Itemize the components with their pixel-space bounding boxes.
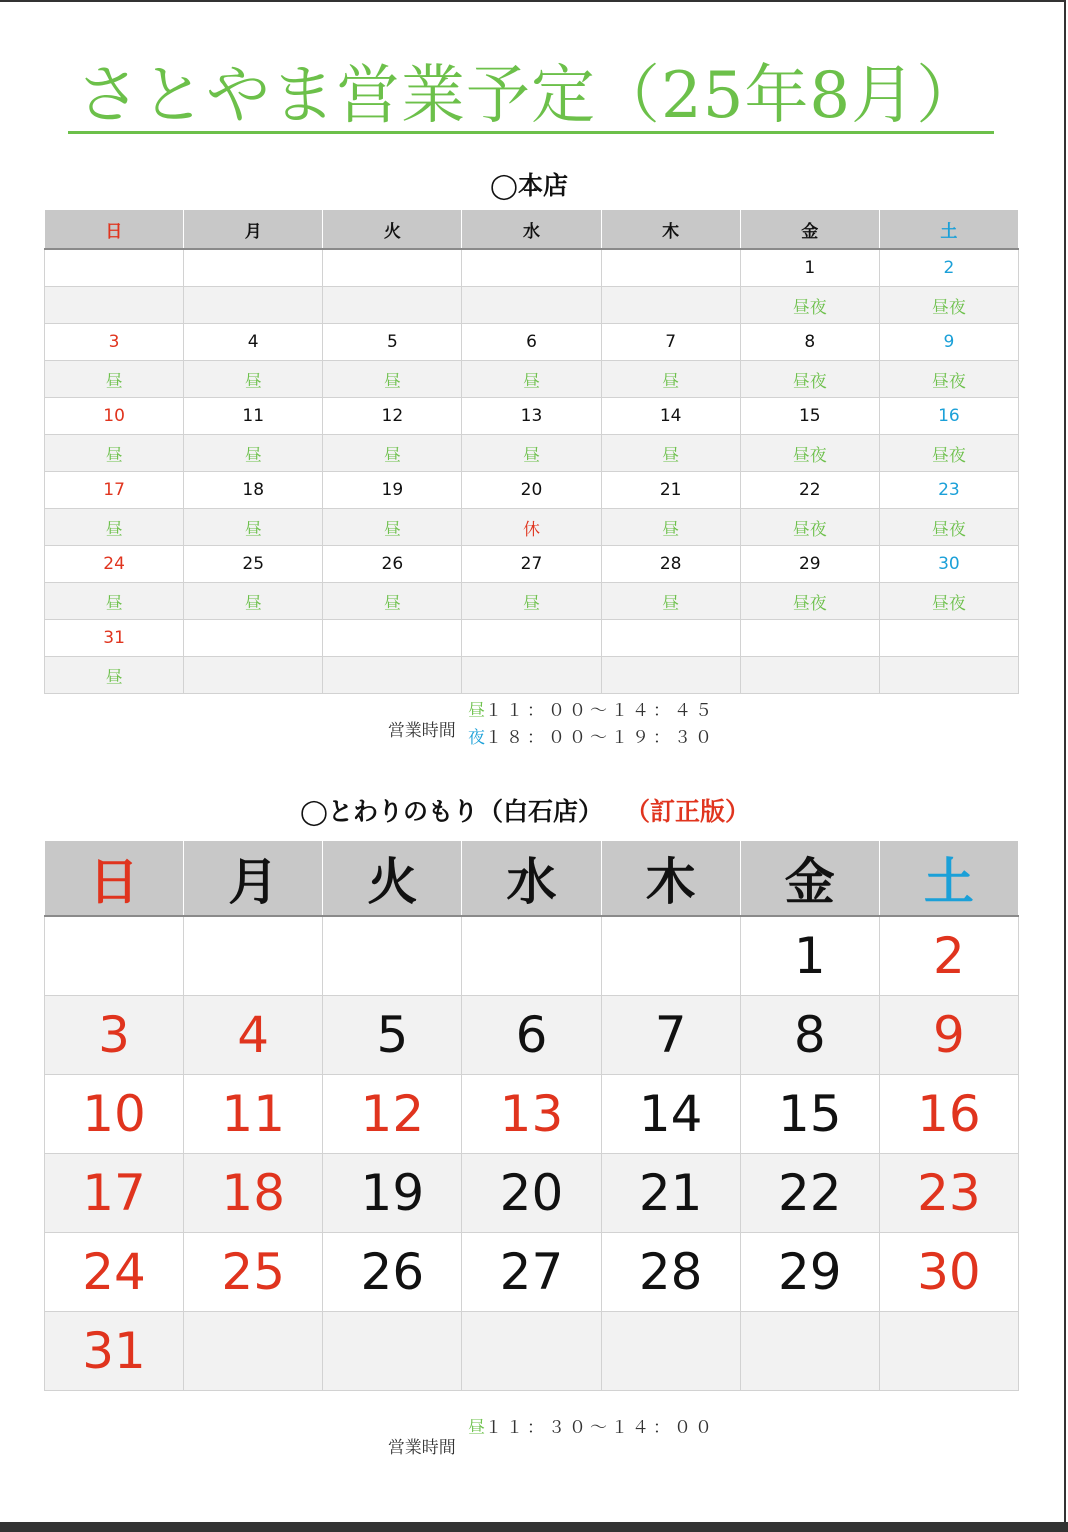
status-cell: 昼 <box>45 435 184 472</box>
date-cell <box>879 620 1018 657</box>
towari-calendar <box>44 841 1019 1391</box>
lunch-time: １１：００～１４：４５ <box>485 701 716 721</box>
date-cell: 25 <box>184 546 323 583</box>
status-row <box>45 435 1019 472</box>
date-cell: 5 <box>323 324 462 361</box>
status-cell: 昼 <box>184 583 323 620</box>
towari-lunch-hours <box>468 1413 716 1438</box>
date-cell <box>462 916 601 996</box>
weekday-header-6: 土 <box>879 841 1018 916</box>
date-cell: 18 <box>184 472 323 509</box>
status-cell: 昼 <box>45 657 184 694</box>
status-cell: 昼 <box>462 583 601 620</box>
status-cell: 昼夜 <box>879 583 1018 620</box>
date-cell: 4 <box>184 996 323 1075</box>
date-cell: 3 <box>45 324 184 361</box>
hours-label: 営業時間 <box>387 1438 456 1458</box>
weekday-header-3: 水 <box>462 841 601 916</box>
date-row <box>45 546 1019 583</box>
date-cell: 21 <box>601 1154 740 1233</box>
weekday-header-row <box>45 841 1019 916</box>
dinner-mark: 夜 <box>468 728 485 748</box>
date-cell: 31 <box>45 1312 184 1391</box>
date-cell: 21 <box>601 472 740 509</box>
date-cell: 13 <box>462 398 601 435</box>
week-row <box>45 1075 1019 1154</box>
date-cell <box>601 1312 740 1391</box>
date-cell <box>462 249 601 287</box>
date-cell: 26 <box>323 1233 462 1312</box>
date-cell <box>184 620 323 657</box>
date-cell: 15 <box>740 1075 879 1154</box>
status-cell <box>740 657 879 694</box>
status-cell: 昼 <box>45 509 184 546</box>
date-cell <box>462 620 601 657</box>
lunch-time: １１：３０～１４：００ <box>485 1418 716 1438</box>
date-cell: 2 <box>879 249 1018 287</box>
hours-label: 営業時間 <box>387 721 456 741</box>
week-row <box>45 996 1019 1075</box>
week-row <box>45 1312 1019 1391</box>
status-cell: 昼夜 <box>879 435 1018 472</box>
honten-lunch-hours <box>468 696 716 721</box>
date-cell <box>323 1312 462 1391</box>
date-cell: 19 <box>323 1154 462 1233</box>
status-row <box>45 361 1019 398</box>
weekday-header-0: 日 <box>45 210 184 249</box>
date-cell: 27 <box>462 546 601 583</box>
status-cell <box>601 657 740 694</box>
week-row <box>45 1154 1019 1233</box>
date-cell: 7 <box>601 324 740 361</box>
status-row <box>45 287 1019 324</box>
date-row <box>45 398 1019 435</box>
date-cell: 6 <box>462 324 601 361</box>
date-cell: 22 <box>740 472 879 509</box>
status-cell: 昼 <box>601 435 740 472</box>
date-cell: 9 <box>879 996 1018 1075</box>
weekday-header-5: 金 <box>740 210 879 249</box>
status-cell <box>184 287 323 324</box>
status-cell: 昼 <box>184 435 323 472</box>
date-cell: 4 <box>184 324 323 361</box>
date-cell: 20 <box>462 472 601 509</box>
dinner-time: １８：００～１９：３０ <box>485 728 716 748</box>
date-cell: 23 <box>879 472 1018 509</box>
towari-heading-text: ◯とわりのもり（白石店） <box>300 797 603 826</box>
date-cell: 1 <box>740 249 879 287</box>
date-cell: 30 <box>879 546 1018 583</box>
status-cell: 昼 <box>45 583 184 620</box>
date-cell: 12 <box>323 398 462 435</box>
status-cell: 昼 <box>323 361 462 398</box>
weekday-header-row <box>45 210 1019 249</box>
honten-calendar <box>44 210 1019 694</box>
status-cell: 昼夜 <box>740 287 879 324</box>
date-cell: 31 <box>45 620 184 657</box>
date-cell: 15 <box>740 398 879 435</box>
weekday-header-2: 火 <box>323 210 462 249</box>
weekday-header-5: 金 <box>740 841 879 916</box>
status-row <box>45 583 1019 620</box>
status-row <box>45 509 1019 546</box>
date-cell: 29 <box>740 546 879 583</box>
date-cell <box>184 916 323 996</box>
date-cell: 3 <box>45 996 184 1075</box>
date-cell: 19 <box>323 472 462 509</box>
status-cell: 昼夜 <box>740 361 879 398</box>
date-cell <box>45 249 184 287</box>
status-cell: 昼 <box>323 435 462 472</box>
weekday-header-4: 木 <box>601 841 740 916</box>
date-cell <box>740 1312 879 1391</box>
status-cell: 昼 <box>462 361 601 398</box>
towari-hours <box>377 1413 456 1458</box>
status-cell <box>462 657 601 694</box>
date-cell: 17 <box>45 472 184 509</box>
status-cell: 昼 <box>323 509 462 546</box>
date-cell: 27 <box>462 1233 601 1312</box>
date-cell: 1 <box>740 916 879 996</box>
date-cell: 6 <box>462 996 601 1075</box>
honten-dinner-hours <box>468 723 716 748</box>
status-cell: 昼 <box>601 361 740 398</box>
date-cell: 28 <box>601 546 740 583</box>
date-cell: 16 <box>879 1075 1018 1154</box>
date-cell <box>601 916 740 996</box>
date-cell: 11 <box>184 1075 323 1154</box>
status-cell <box>184 657 323 694</box>
weekday-header-3: 水 <box>462 210 601 249</box>
date-cell: 24 <box>45 546 184 583</box>
date-cell <box>323 620 462 657</box>
page-title: さとやま営業予定（25年8月） <box>68 58 994 134</box>
towari-heading <box>300 792 750 828</box>
date-cell: 9 <box>879 324 1018 361</box>
status-cell: 昼 <box>601 509 740 546</box>
status-cell <box>462 287 601 324</box>
date-cell: 12 <box>323 1075 462 1154</box>
status-cell: 昼夜 <box>740 509 879 546</box>
weekday-header-2: 火 <box>323 841 462 916</box>
date-cell <box>184 249 323 287</box>
status-cell: 昼 <box>323 583 462 620</box>
week-row <box>45 916 1019 996</box>
weekday-header-6: 土 <box>879 210 1018 249</box>
date-cell: 10 <box>45 1075 184 1154</box>
status-cell <box>879 657 1018 694</box>
date-row <box>45 249 1019 287</box>
status-cell: 昼夜 <box>879 361 1018 398</box>
date-cell <box>45 916 184 996</box>
date-cell: 30 <box>879 1233 1018 1312</box>
date-row <box>45 620 1019 657</box>
weekday-header-4: 木 <box>601 210 740 249</box>
status-cell: 昼 <box>184 509 323 546</box>
date-cell: 16 <box>879 398 1018 435</box>
date-row <box>45 324 1019 361</box>
date-cell: 2 <box>879 916 1018 996</box>
status-cell: 昼夜 <box>879 509 1018 546</box>
date-cell: 18 <box>184 1154 323 1233</box>
date-cell: 24 <box>45 1233 184 1312</box>
status-cell <box>45 287 184 324</box>
status-cell: 昼 <box>45 361 184 398</box>
date-cell: 13 <box>462 1075 601 1154</box>
date-cell: 25 <box>184 1233 323 1312</box>
date-cell <box>879 1312 1018 1391</box>
status-cell: 昼 <box>184 361 323 398</box>
date-cell: 28 <box>601 1233 740 1312</box>
date-cell <box>601 620 740 657</box>
date-cell: 20 <box>462 1154 601 1233</box>
date-cell <box>740 620 879 657</box>
date-cell: 26 <box>323 546 462 583</box>
weekday-header-1: 月 <box>184 210 323 249</box>
lunch-mark: 昼 <box>468 1418 485 1438</box>
weekday-header-1: 月 <box>184 841 323 916</box>
weekday-header-0: 日 <box>45 841 184 916</box>
date-cell: 14 <box>601 1075 740 1154</box>
date-cell: 5 <box>323 996 462 1075</box>
status-cell: 昼夜 <box>740 583 879 620</box>
date-row <box>45 472 1019 509</box>
date-cell <box>184 1312 323 1391</box>
date-cell <box>323 916 462 996</box>
week-row <box>45 1233 1019 1312</box>
status-cell <box>601 287 740 324</box>
status-cell: 昼 <box>601 583 740 620</box>
status-cell: 休 <box>462 509 601 546</box>
date-cell: 29 <box>740 1233 879 1312</box>
date-cell: 8 <box>740 996 879 1075</box>
bottom-bar <box>0 1522 1068 1532</box>
date-cell <box>601 249 740 287</box>
date-cell <box>323 249 462 287</box>
status-row <box>45 657 1019 694</box>
status-cell: 昼 <box>462 435 601 472</box>
status-cell <box>323 657 462 694</box>
date-cell: 11 <box>184 398 323 435</box>
status-cell <box>323 287 462 324</box>
honten-hours <box>377 696 456 741</box>
date-cell: 7 <box>601 996 740 1075</box>
date-cell: 17 <box>45 1154 184 1233</box>
status-cell: 昼夜 <box>740 435 879 472</box>
honten-heading: ◯本店 <box>490 171 568 200</box>
date-cell: 14 <box>601 398 740 435</box>
date-cell: 10 <box>45 398 184 435</box>
correction-note: （訂正版） <box>624 797 750 826</box>
status-cell: 昼夜 <box>879 287 1018 324</box>
date-cell: 23 <box>879 1154 1018 1233</box>
date-cell: 22 <box>740 1154 879 1233</box>
date-cell <box>462 1312 601 1391</box>
date-cell: 8 <box>740 324 879 361</box>
lunch-mark: 昼 <box>468 701 485 721</box>
